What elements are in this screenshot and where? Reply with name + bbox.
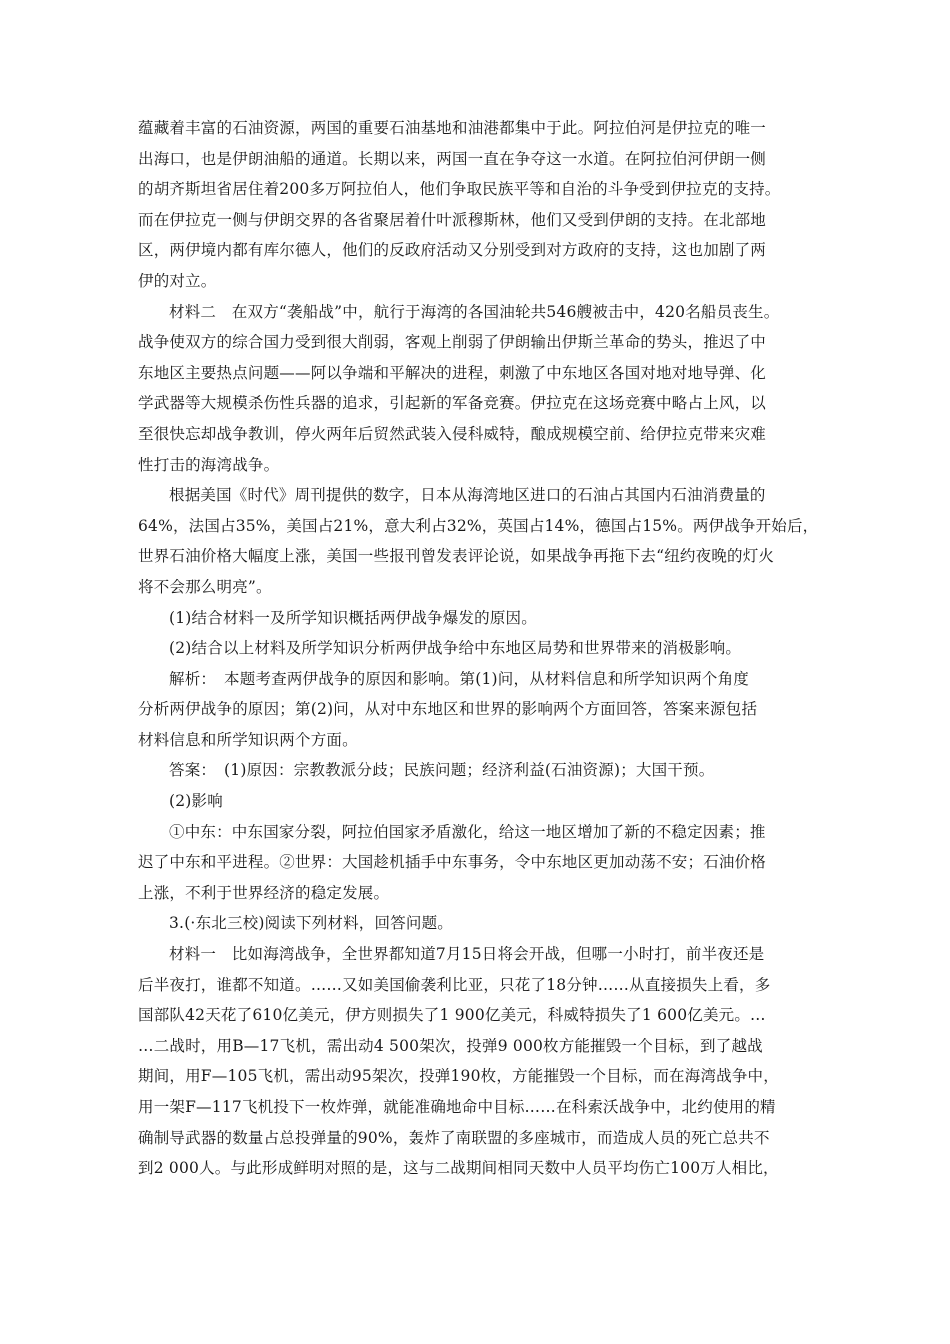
text-line: 解析： 本题考查两伊战争的原因和影响。第(1)问，从材料信息和所学知识两个角度 [169, 669, 750, 688]
text-line: 材料二 在双方“袭船战”中，航行于海湾的各国油轮共546艘被击中，420名船员丧生。 [169, 302, 780, 321]
text-line: ①中东：中东国家分裂，阿拉伯国家矛盾激化，给这一地区增加了新的不稳定因素；推 [169, 822, 766, 841]
text-line: …二战时，用B—17飞机，需出动4 500架次，投弹9 000枚方能摧毁一个目标，到了越战 [138, 1036, 763, 1055]
text-line: 伊的对立。 [138, 271, 217, 290]
text-line: 期间，用F—105飞机，需出动95架次，投弹190枚，方能摧毁一个目标，而在海湾战争中， [138, 1067, 779, 1086]
text-line: 迟了中东和平进程。②世界：大国趁机插手中东事务，令中东地区更加动荡不安；石油价格 [138, 853, 767, 872]
text-line: 3.(·东北三校)阅读下列材料，回答问题。 [169, 914, 454, 933]
text-line: 世界石油价格大幅度上涨，美国一些报刊曾发表评论说，如果战争再拖下去“纽约夜晚的灯火 [138, 547, 775, 566]
text-line: 出海口，也是伊朗油船的通道。长期以来，两国一直在争夺这一水道。在阿拉伯河伊朗一侧 [138, 149, 767, 168]
text-line: 确制导武器的数量占总投弹量的90%，轰炸了南联盟的多座城市，而造成人员的死亡总共不 [138, 1128, 770, 1147]
text-line: 性打击的海湾战争。 [138, 455, 280, 474]
text-line: 蕴藏着丰富的石油资源，两国的重要石油基地和油港都集中于此。阿拉伯河是伊拉克的唯一 [138, 119, 767, 137]
text-line: 后半夜打，谁都不知道。……又如美国偷袭利比亚，只花了18分钟……从直接损失上看，多 [138, 975, 771, 994]
text-line: 上涨，不利于世界经济的稳定发展。 [138, 883, 390, 902]
text-line: 国部队42天花了610亿美元，伊方则损失了1 900亿美元，科威特损失了1 600亿美元。… [138, 1006, 766, 1025]
text-line: (2)影响 [169, 792, 223, 811]
text-line: 64%，法国占35%，美国占21%，意大利占32%，英国占14%，德国占15%。两伊战争开始后， [138, 516, 819, 535]
text-line: (1)结合材料一及所学知识概括两伊战争爆发的原因。 [169, 608, 537, 627]
text-line: 到2 000人。与此形成鲜明对照的是，这与二战期间相同天数中人员平均伤亡100万人相比， [138, 1159, 779, 1178]
text-line: 答案： (1)原因：宗教教派分歧；民族问题；经济利益(石油资源)；大国干预。 [169, 761, 715, 780]
text-line: 而在伊拉克一侧与伊朗交界的各省聚居着什叶派穆斯林，他们又受到伊朗的支持。在北部地 [138, 210, 767, 229]
text-line: 将不会那么明亮”。 [138, 577, 272, 596]
text-line: 材料信息和所学知识两个方面。 [138, 730, 358, 749]
text-line: 根据美国《时代》周刊提供的数字，日本从海湾地区进口的石油占其国内石油消费量的 [169, 486, 766, 505]
text-line: 东地区主要热点问题——阿以争端和平解决的进程，刺激了中东地区各国对地对地导弹、化 [138, 363, 767, 382]
text-line: 学武器等大规模杀伤性兵器的追求，引起新的军备竞赛。伊拉克在这场竞赛中略占上风，以 [138, 394, 767, 413]
text-line: 分析两伊战争的原因；第(2)问，从对中东地区和世界的影响两个方面回答，答案来源包括 [138, 700, 758, 719]
text-line: 区，两伊境内都有库尔德人，他们的反政府活动又分别受到对方政府的支持，这也加剧了两 [138, 241, 767, 260]
text-line: 用一架F—117飞机投下一枚炸弹，就能准确地命中目标……在科索沃战争中，北约使用的精 [138, 1098, 776, 1116]
text-line: 材料一 比如海湾战争，全世界都知道7月15日将会开战，但哪一小时打，前半夜还是 [169, 945, 765, 964]
text-line: 至很快忘却战争教训，停火两年后贸然武装入侵科威特，酿成规模空前、给伊拉克带来灾难 [138, 424, 767, 443]
text-line: 的胡齐斯坦省居住着200多万阿拉伯人，他们争取民族平等和自治的斗争受到伊拉克的支持。 [138, 180, 781, 199]
text-line: (2)结合以上材料及所学知识分析两伊战争给中东地区局势和世界带来的消极影响。 [169, 639, 742, 658]
text-line: 战争使双方的综合国力受到很大削弱，客观上削弱了伊朗输出伊斯兰革命的势头，推迟了中 [138, 333, 767, 352]
document-page [138, 113, 818, 1184]
